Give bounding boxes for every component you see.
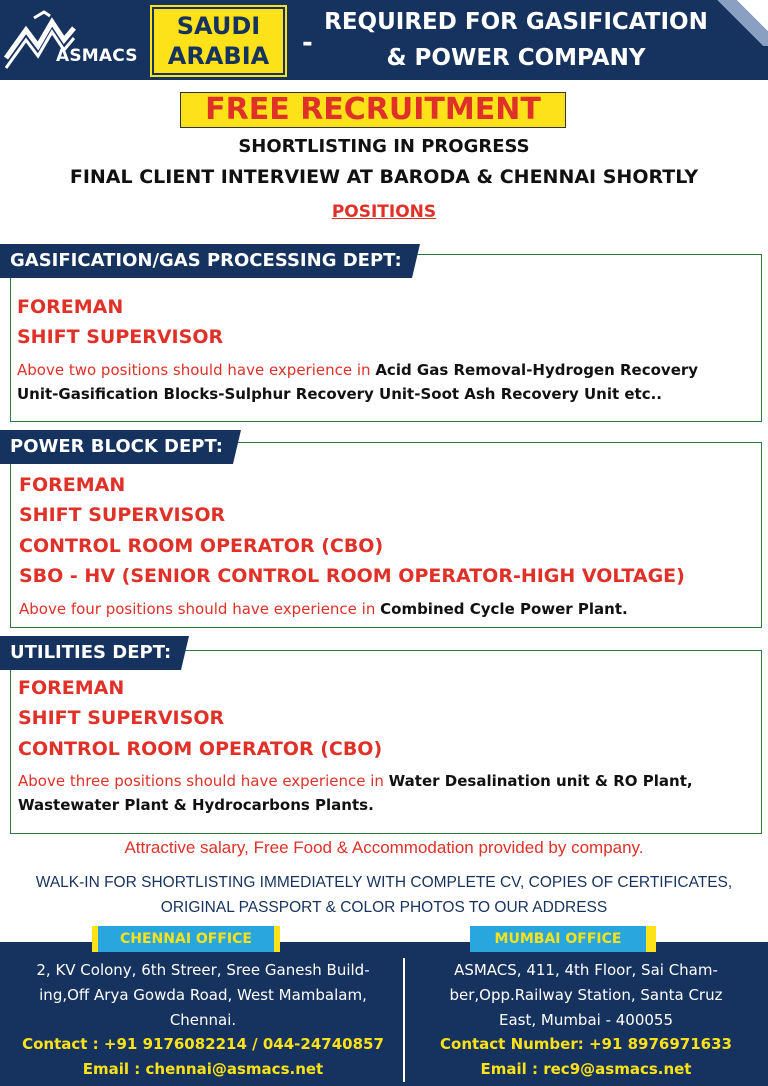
chennai-address-line-3: Chennai. [169,1011,237,1029]
power-note-prefix: Above four positions should have experience in [19,600,381,618]
power-note [19,597,749,621]
header-title-line-2: & POWER COMPANY [386,45,646,71]
chennai-address-line-1: 2, KV Colony, 6th Streer, Sree Ganesh Build- [36,961,370,979]
walkin-line-1: WALK-IN FOR SHORTLISTING IMMEDIATELY WITH COMPLETE CV, COPIES OF CERTIFICATES, [35,874,733,891]
power-block-title: POWER BLOCK DEPT: [0,430,233,464]
mumbai-address [410,958,762,1033]
power-role-shift-supervisor: SHIFT SUPERVISOR [19,504,226,526]
chennai-address [6,958,400,1033]
mumbai-address-line-1: ASMACS, 411, 4th Floor, Sai Cham- [454,961,718,979]
gasification-role-shift-supervisor: SHIFT SUPERVISOR [17,326,224,348]
utilities-note-bold-2: Wastewater Plant & Hydrocarbons Plants. [18,796,374,814]
gasification-note-bold-1: Acid Gas Removal-Hydrogen Recovery [375,361,699,379]
utilities-note [18,769,756,817]
footer-divider [403,958,405,1082]
header-dash: - [302,28,313,58]
logo-text: ASMACS [56,46,138,66]
walkin-instructions [0,870,768,920]
mumbai-office-label: MUMBAI OFFICE [470,926,646,952]
country-line-1: SAUDI [176,12,261,40]
chennai-email[interactable]: Email : chennai@asmacs.net [82,1060,324,1078]
country-line-2: ARABIA [167,42,270,70]
country-badge [152,7,285,75]
header-banner [0,0,768,80]
power-role-foreman: FOREMAN [19,474,126,496]
mumbai-phone[interactable]: Contact Number: +91 8976971633 [440,1035,732,1053]
free-recruitment-banner: FREE RECRUITMENT [180,92,566,128]
power-role-sbo-hv: SBO - HV (SENIOR CONTROL ROOM OPERATOR-HIGH VOLTAGE) [19,565,685,587]
utilities-note-prefix: Above three positions should have experience in [18,772,389,790]
gasification-note-prefix: Above two positions should have experience in [17,361,376,379]
utilities-note-bold-1: Water Desalination unit & RO Plant, [388,772,693,790]
shortlisting-text: SHORTLISTING IN PROGRESS [238,136,530,157]
utilities-role-shift-supervisor: SHIFT SUPERVISOR [18,707,225,729]
mumbai-contact [410,1032,762,1082]
positions-heading: POSITIONS [331,202,437,222]
mumbai-office-tab [470,926,656,952]
header-title [306,4,726,76]
header-title-line-1: REQUIRED FOR GASIFICATION [324,9,708,35]
utilities-role-control-room-operator: CONTROL ROOM OPERATOR (CBO) [18,738,383,760]
chennai-office-label: CHENNAI OFFICE [98,926,274,952]
chennai-contact [6,1032,400,1082]
interview-text: FINAL CLIENT INTERVIEW AT BARODA & CHENNAI SHORTLY [69,166,699,188]
gasification-role-foreman: FOREMAN [17,296,124,318]
chennai-office-tab [92,926,280,952]
walkin-line-2: ORIGINAL PASSPORT & COLOR PHOTOS TO OUR ADDRESS [160,899,608,916]
utilities-role-foreman: FOREMAN [18,677,125,699]
chennai-phone[interactable]: Contact : +91 9176082214 / 044-24740857 [22,1035,384,1053]
gasification-note [17,358,747,406]
gasification-title: GASIFICATION/GAS PROCESSING DEPT: [0,244,412,278]
power-note-bold: Combined Cycle Power Plant. [380,600,628,618]
mumbai-address-line-2: ber,Opp.Railway Station, Santa Cruz [449,986,723,1004]
utilities-title: UTILITIES DEPT: [0,636,181,670]
gasification-note-bold-2: Unit-Gasification Blocks-Sulphur Recovery Unit-Soot Ash Recovery Unit etc.. [17,385,662,403]
mumbai-email[interactable]: Email : rec9@asmacs.net [480,1060,692,1078]
chennai-address-line-2: ing,Off Arya Gowda Road, West Mambalam, [39,986,367,1004]
mumbai-address-line-3: East, Mumbai - 400055 [498,1011,674,1029]
power-role-control-room-operator: CONTROL ROOM OPERATOR (CBO) [19,535,384,557]
salary-benefits-text: Attractive salary, Free Food & Accommodation provided by company. [124,838,644,857]
